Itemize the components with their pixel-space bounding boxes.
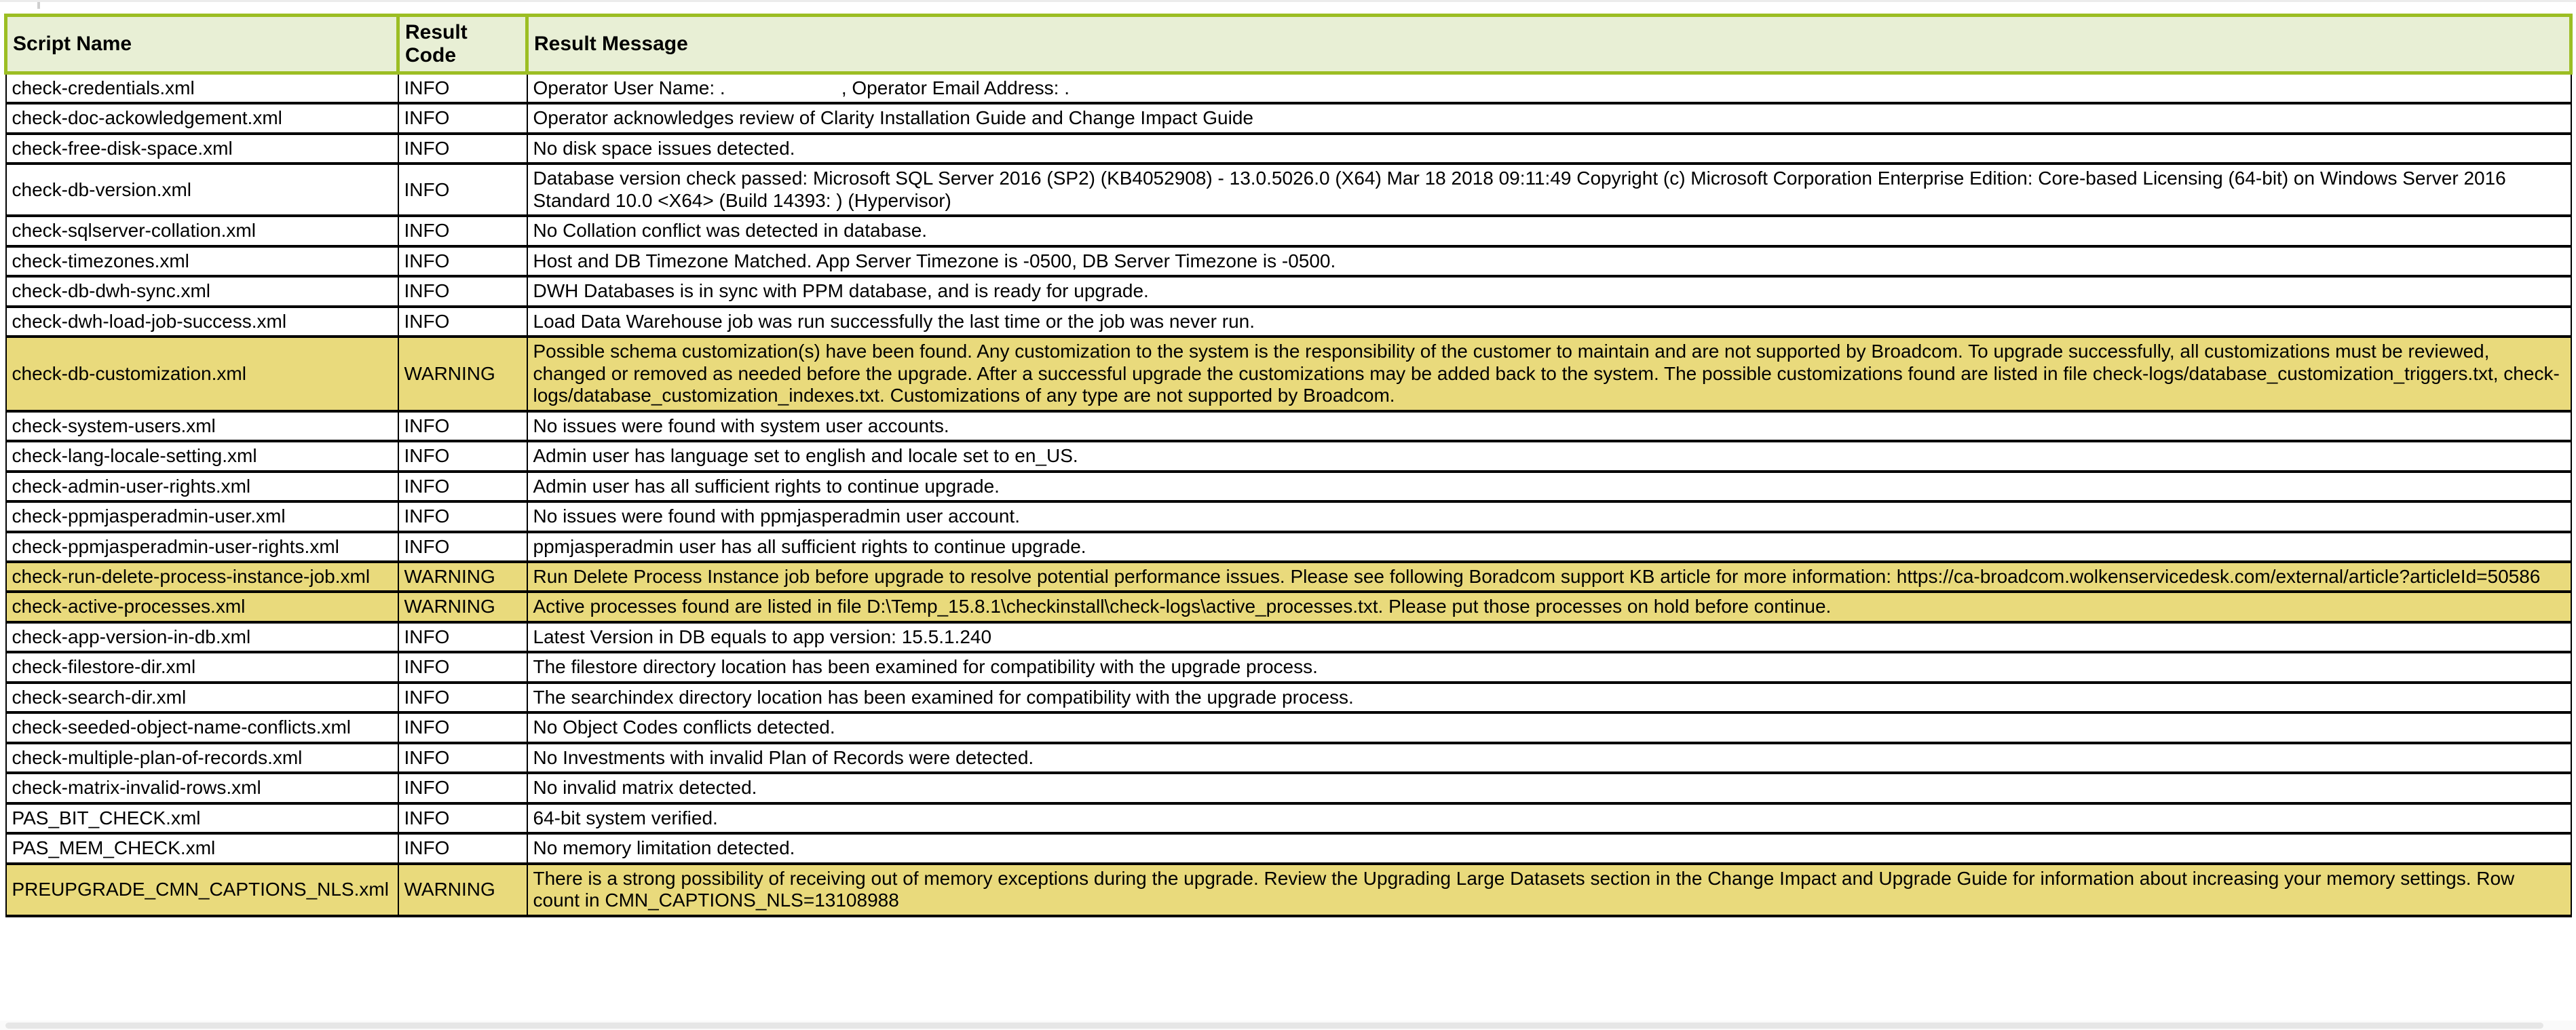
script-name-cell: check-filestore-dir.xml [6, 652, 398, 682]
results-table [4, 14, 2573, 917]
script-name-cell: check-run-delete-process-instance-job.xml [6, 562, 398, 592]
result-message-cell: Possible schema customization(s) have been found. Any customization to the system is the responsibility of the customer to maintain and are not supported by Broadcom. To upgrade successfully, all customizations must be reviewed, changed or removed as needed before the upgrade. After a successful upgrade the customizations may be added back to the system. The possible customizations found are listed in file check-logs/database_customization_triggers.txt, check-logs/database_customization_indexes.txt. Customizations of any type are not supported by Broadcom. [527, 337, 2571, 411]
result-code-cell: WARNING [398, 562, 527, 592]
result-code-cell: INFO [398, 833, 527, 863]
result-code-cell: INFO [398, 773, 527, 803]
result-code-cell: INFO [398, 712, 527, 742]
script-name-cell: check-doc-ackowledgement.xml [6, 103, 398, 133]
script-name-cell: check-system-users.xml [6, 411, 398, 441]
script-name-cell: check-free-disk-space.xml [6, 134, 398, 164]
result-code-cell: INFO [398, 501, 527, 531]
script-name-cell: check-db-version.xml [6, 164, 398, 216]
table-row [6, 441, 2571, 471]
result-message-cell: No memory limitation detected. [527, 833, 2571, 863]
script-name-cell: PAS_MEM_CHECK.xml [6, 833, 398, 863]
column-header-result-code: Result Code [398, 16, 527, 73]
script-name-cell: check-admin-user-rights.xml [6, 472, 398, 501]
column-header-script-name: Script Name [6, 16, 398, 73]
result-message-cell: Database version check passed: Microsoft SQL Server 2016 (SP2) (KB4052908) - 13.0.5026.0 (X64) Mar 18 2018 09:11:49 Copyright (c) Microsoft Corporation Enterprise Edition: Core-based Licensing (64-bit) on Windows Server 2016 Standard 10.0 <X64> (Build 14393: ) (Hypervisor) [527, 164, 2571, 216]
result-message-cell: No disk space issues detected. [527, 134, 2571, 164]
result-message-cell: DWH Databases is in sync with PPM database, and is ready for upgrade. [527, 276, 2571, 306]
script-name-cell: check-active-processes.xml [6, 592, 398, 622]
table-row [6, 337, 2571, 411]
result-message-cell: No Collation conflict was detected in database. [527, 216, 2571, 246]
table-row [6, 501, 2571, 531]
result-message-cell: No issues were found with ppmjasperadmin user account. [527, 501, 2571, 531]
result-code-cell: INFO [398, 103, 527, 133]
script-name-cell: check-ppmjasperadmin-user.xml [6, 501, 398, 531]
table-row [6, 73, 2571, 104]
table-row [6, 411, 2571, 441]
result-code-cell: INFO [398, 803, 527, 833]
script-name-cell: check-db-dwh-sync.xml [6, 276, 398, 306]
script-name-cell: check-matrix-invalid-rows.xml [6, 773, 398, 803]
result-code-cell: INFO [398, 307, 527, 337]
result-message-cell: Load Data Warehouse job was run successfully the last time or the job was never run. [527, 307, 2571, 337]
script-name-cell: PAS_BIT_CHECK.xml [6, 803, 398, 833]
result-message-cell: Active processes found are listed in file D:\Temp_15.8.1\checkinstall\check-logs\active_processes.txt. Please put those processes on hold before continue. [527, 592, 2571, 622]
result-message-cell: 64-bit system verified. [527, 803, 2571, 833]
table-row [6, 592, 2571, 622]
table-row [6, 472, 2571, 501]
result-message-cell: Admin user has language set to english and locale set to en_US. [527, 441, 2571, 471]
result-message-cell: The filestore directory location has been examined for compatibility with the upgrade process. [527, 652, 2571, 682]
result-code-cell: INFO [398, 622, 527, 652]
window-top-tick [37, 2, 40, 9]
script-name-cell: check-ppmjasperadmin-user-rights.xml [6, 532, 398, 562]
result-message-cell: No Object Codes conflicts detected. [527, 712, 2571, 742]
result-code-cell: INFO [398, 472, 527, 501]
table-row [6, 773, 2571, 803]
script-name-cell: check-multiple-plan-of-records.xml [6, 743, 398, 773]
column-header-result-message: Result Message [527, 16, 2571, 73]
result-code-cell: INFO [398, 73, 527, 104]
result-message-cell: Operator User Name: . , Operator Email Address: . [527, 73, 2571, 104]
table-row [6, 712, 2571, 742]
table-row [6, 833, 2571, 863]
table-row [6, 103, 2571, 133]
window-top-edge [0, 0, 2576, 7]
table-row [6, 743, 2571, 773]
result-code-cell: INFO [398, 246, 527, 276]
result-message-cell: No issues were found with system user accounts. [527, 411, 2571, 441]
result-message-cell: There is a strong possibility of receiving out of memory exceptions during the upgrade. Review the Upgrading Large Datasets section in the Change Impact and Upgrade Guide for information about increasing your memory settings. Row count in CMN_CAPTIONS_NLS=13108988 [527, 864, 2571, 916]
result-code-cell: INFO [398, 441, 527, 471]
result-code-cell: INFO [398, 743, 527, 773]
result-code-cell: INFO [398, 134, 527, 164]
script-name-cell: check-db-customization.xml [6, 337, 398, 411]
table-row [6, 652, 2571, 682]
results-table-body [6, 73, 2571, 916]
result-code-cell: WARNING [398, 864, 527, 916]
table-row [6, 532, 2571, 562]
table-row [6, 864, 2571, 916]
result-code-cell: WARNING [398, 337, 527, 411]
result-message-cell: The searchindex directory location has been examined for compatibility with the upgrade process. [527, 683, 2571, 712]
script-name-cell: check-sqlserver-collation.xml [6, 216, 398, 246]
result-message-cell: Latest Version in DB equals to app version: 15.5.1.240 [527, 622, 2571, 652]
script-name-cell: check-lang-locale-setting.xml [6, 441, 398, 471]
horizontal-scrollbar-track[interactable] [0, 1021, 2576, 1030]
result-code-cell: INFO [398, 683, 527, 712]
script-name-cell: check-search-dir.xml [6, 683, 398, 712]
table-row [6, 803, 2571, 833]
script-name-cell: PREUPGRADE_CMN_CAPTIONS_NLS.xml [6, 864, 398, 916]
result-message-cell: Admin user has all sufficient rights to continue upgrade. [527, 472, 2571, 501]
result-code-cell: INFO [398, 216, 527, 246]
table-row [6, 276, 2571, 306]
header-row [6, 16, 2571, 73]
table-row [6, 307, 2571, 337]
result-message-cell: No invalid matrix detected. [527, 773, 2571, 803]
result-code-cell: INFO [398, 276, 527, 306]
table-row [6, 562, 2571, 592]
table-row [6, 216, 2571, 246]
table-row [6, 622, 2571, 652]
script-name-cell: check-seeded-object-name-conflicts.xml [6, 712, 398, 742]
table-row [6, 164, 2571, 216]
result-message-cell: ppmjasperadmin user has all sufficient rights to continue upgrade. [527, 532, 2571, 562]
result-code-cell: INFO [398, 411, 527, 441]
result-code-cell: INFO [398, 532, 527, 562]
result-message-cell: Host and DB Timezone Matched. App Server Timezone is -0500, DB Server Timezone is -0500. [527, 246, 2571, 276]
result-message-cell: Operator acknowledges review of Clarity Installation Guide and Change Impact Guide [527, 103, 2571, 133]
horizontal-scrollbar-thumb[interactable] [5, 1023, 2543, 1029]
results-table-header [6, 16, 2571, 73]
result-message-cell: No Investments with invalid Plan of Records were detected. [527, 743, 2571, 773]
result-code-cell: INFO [398, 164, 527, 216]
script-name-cell: check-dwh-load-job-success.xml [6, 307, 398, 337]
table-row [6, 134, 2571, 164]
result-message-cell: Run Delete Process Instance job before upgrade to resolve potential performance issues. Please see following Boradcom support KB article for more information: https://ca-broadcom.wolkenservicedesk.com/external/article?articleId=50586 [527, 562, 2571, 592]
table-row [6, 683, 2571, 712]
result-code-cell: INFO [398, 652, 527, 682]
script-name-cell: check-timezones.xml [6, 246, 398, 276]
script-name-cell: check-credentials.xml [6, 73, 398, 104]
script-name-cell: check-app-version-in-db.xml [6, 622, 398, 652]
table-row [6, 246, 2571, 276]
result-code-cell: WARNING [398, 592, 527, 622]
